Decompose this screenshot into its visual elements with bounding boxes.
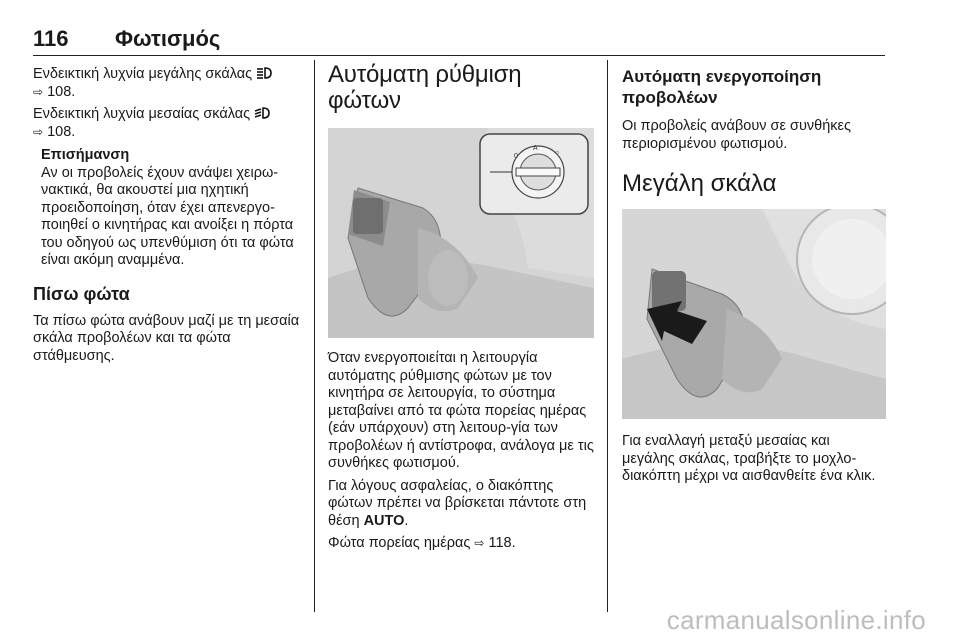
ref-arrow-icon: ⇨: [33, 124, 44, 139]
auto-light-paragraph: Όταν ενεργοποιείται η λειτουργία αυτόματης ρύθμισης φώτων με τον κινητήρα σε λειτουργία, το σύστημα μεταβαίνει από τα φώτα πορείας ημέρας (εάν υπάρχουν) στη λειτουρ-γία των προβολέων ή αντίστροφα, ανάλογα με τις συνθήκες φωτισμού.: [328, 350, 594, 471]
low-beam-indicator-text: Ενδεικτική λυχνία μεσαίας σκάλας ⇨ 108.: [33, 106, 303, 141]
auto-headlight-heading: Αυτόματη ενεργοποίηση προβολέων: [622, 67, 822, 107]
column-right: [622, 66, 886, 491]
high-beam-text: Για εναλλαγή μεταξύ μεσαίας και μεγάλης σκάλας, τραβήξτε το μοχλο-διακόπτη μέχρι να αισθανθείτε ένα κλικ.: [622, 433, 876, 484]
auto-light-heading: Αυτόματη ρύθμιση φώτων: [328, 61, 522, 114]
page-header: [33, 26, 885, 56]
high-beam-illustration: [622, 209, 886, 419]
column-divider: [607, 60, 608, 612]
column-left: [33, 66, 303, 370]
auto-position-label: AUTO: [363, 512, 405, 529]
svg-text:☼: ☼: [554, 149, 561, 156]
high-beam-icon: [256, 67, 272, 79]
high-beam-heading: Μεγάλη σκάλα: [622, 170, 777, 197]
auto-headlight-text: Οι προβολείς ανάβουν σε συνθήκες περιορισμένου φωτισμού.: [622, 118, 851, 152]
note-text: Αν οι προβολείς έχουν ανάψει χειρω-νακτικά, θα ακουστεί μια ηχητική προειδοποίηση, όταν έχει απενεργο-ποιηθεί ο κινητήρας και ανοίξει η πόρτα του οδηγού ως υπενθύμιση ότι τα φώτα είναι ακόμη αναμμένα.: [41, 164, 294, 268]
note-title: Επισήμανση: [41, 147, 130, 163]
section-title: Φωτισμός: [115, 26, 221, 51]
svg-text:A: A: [533, 145, 538, 152]
svg-text:0: 0: [514, 153, 518, 160]
low-beam-icon: [254, 107, 270, 119]
safety-paragraph: Για λόγους ασφαλείας, ο διακόπτης φώτων πρέπει να βρίσκεται πάντοτε στη θέση AUTO.: [328, 477, 587, 529]
drl-reference: Φώτα πορείας ημέρας ⇨ 118.: [328, 535, 516, 551]
column-middle: [328, 62, 594, 558]
ref-arrow-icon: ⇨: [33, 84, 44, 99]
ref-arrow-icon: ⇨: [474, 536, 485, 550]
high-beam-indicator-text: Ενδεικτική λυχνία μεγάλης σκάλας ⇨ 108.: [33, 66, 303, 101]
light-switch-illustration: [328, 128, 594, 338]
note-block: [41, 147, 303, 270]
column-divider: [314, 60, 315, 612]
rear-lights-heading: Πίσω φώτα: [33, 283, 130, 304]
rear-lights-text: Τα πίσω φώτα ανάβουν μαζί με τη μεσαία σκάλα προβολέων και τα φώτα στάθμευσης.: [33, 312, 300, 364]
watermark: carmanualsonline.info: [666, 605, 926, 635]
page-number: 116: [33, 26, 69, 51]
